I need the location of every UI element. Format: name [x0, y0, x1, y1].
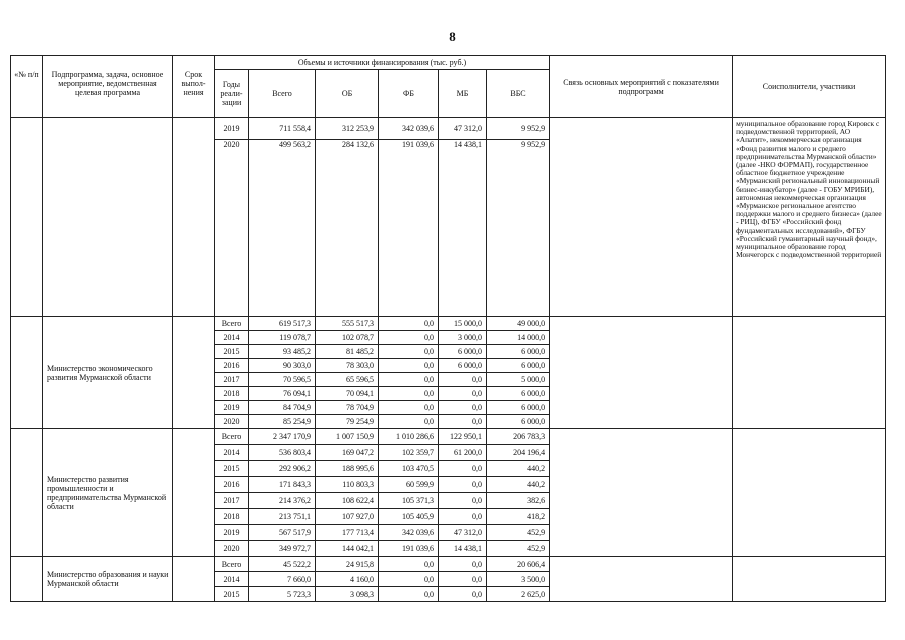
num-cell [11, 557, 43, 602]
year-cell: 2016 [215, 359, 249, 373]
year-cell: 2020 [215, 541, 249, 557]
mb-cell: 15 000,0 [439, 317, 487, 331]
year-cell: 2014 [215, 445, 249, 461]
fb-cell: 0,0 [379, 587, 439, 602]
fb-cell: 0,0 [379, 387, 439, 401]
total-cell: 2 347 170,9 [249, 429, 316, 445]
total-cell: 213 751,1 [249, 509, 316, 525]
total-cell: 90 303,0 [249, 359, 316, 373]
fb-cell: 0,0 [379, 345, 439, 359]
ob-cell: 144 042,1 [316, 541, 379, 557]
year-cell: 2020 [215, 415, 249, 429]
vbs-cell: 206 783,3 [487, 429, 550, 445]
year-cell: 2017 [215, 373, 249, 387]
mb-cell: 0,0 [439, 415, 487, 429]
fb-cell: 103 470,5 [379, 461, 439, 477]
fb-cell: 191 039,6 [379, 140, 439, 317]
ob-cell: 81 485,2 [316, 345, 379, 359]
vbs-cell: 6 000,0 [487, 345, 550, 359]
vbs-cell: 382,6 [487, 493, 550, 509]
ob-cell: 107 927,0 [316, 509, 379, 525]
ob-cell: 102 078,7 [316, 331, 379, 345]
mb-cell: 3 000,0 [439, 331, 487, 345]
mb-cell: 0,0 [439, 477, 487, 493]
ob-cell: 65 596,5 [316, 373, 379, 387]
mb-cell: 6 000,0 [439, 345, 487, 359]
year-cell: Всего [215, 557, 249, 572]
program-name: Министерство развития промышленности и предпринимательства Мурманской области [43, 429, 173, 557]
ob-cell: 78 303,0 [316, 359, 379, 373]
ob-cell: 78 704,9 [316, 401, 379, 415]
fb-cell: 342 039,6 [379, 525, 439, 541]
vbs-cell: 6 000,0 [487, 401, 550, 415]
vbs-cell: 452,9 [487, 541, 550, 557]
fb-cell: 0,0 [379, 317, 439, 331]
year-cell: 2014 [215, 331, 249, 345]
fb-cell: 0,0 [379, 401, 439, 415]
mb-cell: 0,0 [439, 461, 487, 477]
mb-cell: 47 312,0 [439, 118, 487, 140]
ob-cell: 24 915,8 [316, 557, 379, 572]
ob-cell: 4 160,0 [316, 572, 379, 587]
funding-table [10, 55, 886, 602]
num-cell [11, 317, 43, 429]
year-cell: 2019 [215, 118, 249, 140]
mb-cell: 0,0 [439, 572, 487, 587]
table-row [11, 118, 886, 140]
link-cell [550, 118, 733, 317]
mb-cell: 61 200,0 [439, 445, 487, 461]
header-link: Связь основных мероприятий с показателями подпрограмм [550, 56, 733, 118]
total-cell: 171 843,3 [249, 477, 316, 493]
ob-cell: 108 622,4 [316, 493, 379, 509]
year-cell: Всего [215, 429, 249, 445]
year-cell: 2015 [215, 461, 249, 477]
fb-cell: 60 599,9 [379, 477, 439, 493]
term-cell [173, 118, 215, 317]
header-mb: МБ [439, 70, 487, 118]
total-cell: 619 517,3 [249, 317, 316, 331]
fb-cell: 191 039,6 [379, 541, 439, 557]
fb-cell: 0,0 [379, 373, 439, 387]
vbs-cell: 6 000,0 [487, 415, 550, 429]
year-cell: 2018 [215, 387, 249, 401]
vbs-cell: 440,2 [487, 477, 550, 493]
program-cell [43, 118, 173, 317]
total-cell: 7 660,0 [249, 572, 316, 587]
mb-cell: 0,0 [439, 493, 487, 509]
table-row [11, 429, 886, 445]
year-cell: 2018 [215, 509, 249, 525]
mb-cell: 0,0 [439, 509, 487, 525]
total-cell: 85 254,9 [249, 415, 316, 429]
vbs-cell: 49 000,0 [487, 317, 550, 331]
mb-cell: 0,0 [439, 557, 487, 572]
term-cell [173, 317, 215, 429]
table-row [11, 317, 886, 331]
year-cell: 2014 [215, 572, 249, 587]
executors-cell [733, 429, 886, 557]
header-num: «№ п/п [11, 56, 43, 118]
total-cell: 5 723,3 [249, 587, 316, 602]
table-row [11, 557, 886, 572]
num-cell [11, 429, 43, 557]
program-name: Министерство образования и науки Мурманской области [43, 557, 173, 602]
mb-cell: 47 312,0 [439, 525, 487, 541]
mb-cell: 0,0 [439, 587, 487, 602]
fb-cell: 105 371,3 [379, 493, 439, 509]
ob-cell: 312 253,9 [316, 118, 379, 140]
year-cell: Всего [215, 317, 249, 331]
fb-cell: 342 039,6 [379, 118, 439, 140]
total-cell: 567 517,9 [249, 525, 316, 541]
executors-cell [733, 557, 886, 602]
vbs-cell: 14 000,0 [487, 331, 550, 345]
participants-text: муниципальное образование город Кировск с подведомственной территорией, АО «Апатит», некоммерческая организация «Фонд развития малого и среднего предпринимательства Мурманской области» (далее -НКО ФОРМАП), государственное областное бюджетное учреждение «Мурманский региональный инновационный бизнес-инкубатор» (далее - ГОБУ МРИБИ), автономная некоммерческая организация «Мурманское региональное агентство поддержки малого и среднего бизнеса» (далее - РИЦ), ФГБУ «Российский фонд фундаментальных исследований», ФГБУ «Российский гуманитарный научный фонд», муниципальное образование город Мончегорск с подведомственной территорией [733, 118, 886, 317]
year-cell: 2020 [215, 140, 249, 317]
fb-cell: 0,0 [379, 331, 439, 345]
year-cell: 2017 [215, 493, 249, 509]
total-cell: 70 596,5 [249, 373, 316, 387]
mb-cell: 0,0 [439, 401, 487, 415]
total-cell: 84 704,9 [249, 401, 316, 415]
link-cell [550, 317, 733, 429]
header-vbs: ВБС [487, 70, 550, 118]
header-ob: ОБ [316, 70, 379, 118]
vbs-cell: 20 606,4 [487, 557, 550, 572]
page-number: 8 [449, 29, 456, 44]
mb-cell: 0,0 [439, 387, 487, 401]
ob-cell: 169 047,2 [316, 445, 379, 461]
ob-cell: 1 007 150,9 [316, 429, 379, 445]
program-name: Министерство экономического развития Мурманской области [43, 317, 173, 429]
vbs-cell: 452,9 [487, 525, 550, 541]
executors-cell [733, 317, 886, 429]
total-cell: 45 522,2 [249, 557, 316, 572]
term-cell [173, 429, 215, 557]
vbs-cell: 418,2 [487, 509, 550, 525]
fb-cell: 0,0 [379, 415, 439, 429]
link-cell [550, 557, 733, 602]
fb-cell: 0,0 [379, 572, 439, 587]
total-cell: 93 485,2 [249, 345, 316, 359]
header-program: Подпрограмма, задача, основное мероприятие, ведомственная целевая программа [43, 56, 173, 118]
vbs-cell: 9 952,9 [487, 118, 550, 140]
year-cell: 2019 [215, 525, 249, 541]
mb-cell: 122 950,1 [439, 429, 487, 445]
header-term: Срок выпол-нения [173, 56, 215, 118]
ob-cell: 110 803,3 [316, 477, 379, 493]
year-cell: 2015 [215, 587, 249, 602]
header-funding: Объемы и источники финансирования (тыс. руб.) [215, 56, 550, 70]
header-total: Всего [249, 70, 316, 118]
ob-cell: 3 098,3 [316, 587, 379, 602]
mb-cell: 14 438,1 [439, 541, 487, 557]
ob-cell: 70 094,1 [316, 387, 379, 401]
year-cell: 2019 [215, 401, 249, 415]
vbs-cell: 2 625,0 [487, 587, 550, 602]
vbs-cell: 5 000,0 [487, 373, 550, 387]
total-cell: 292 906,2 [249, 461, 316, 477]
year-cell: 2016 [215, 477, 249, 493]
ob-cell: 284 132,6 [316, 140, 379, 317]
mb-cell: 6 000,0 [439, 359, 487, 373]
vbs-cell: 204 196,4 [487, 445, 550, 461]
header-years: Годы реали-зации [215, 70, 249, 118]
vbs-cell: 6 000,0 [487, 359, 550, 373]
total-cell: 536 803,4 [249, 445, 316, 461]
vbs-cell: 9 952,9 [487, 140, 550, 317]
year-cell: 2015 [215, 345, 249, 359]
vbs-cell: 3 500,0 [487, 572, 550, 587]
ob-cell: 555 517,3 [316, 317, 379, 331]
ob-cell: 177 713,4 [316, 525, 379, 541]
ob-cell: 188 995,6 [316, 461, 379, 477]
total-cell: 499 563,2 [249, 140, 316, 317]
vbs-cell: 440,2 [487, 461, 550, 477]
link-cell [550, 429, 733, 557]
vbs-cell: 6 000,0 [487, 387, 550, 401]
total-cell: 711 558,4 [249, 118, 316, 140]
fb-cell: 0,0 [379, 359, 439, 373]
total-cell: 349 972,7 [249, 541, 316, 557]
total-cell: 76 094,1 [249, 387, 316, 401]
fb-cell: 102 359,7 [379, 445, 439, 461]
header-executors: Соисполнители, участники [733, 56, 886, 118]
fb-cell: 105 405,9 [379, 509, 439, 525]
term-cell [173, 557, 215, 602]
total-cell: 119 078,7 [249, 331, 316, 345]
fb-cell: 0,0 [379, 557, 439, 572]
num-cell [11, 118, 43, 317]
fb-cell: 1 010 286,6 [379, 429, 439, 445]
mb-cell: 0,0 [439, 373, 487, 387]
header-fb: ФБ [379, 70, 439, 118]
ob-cell: 79 254,9 [316, 415, 379, 429]
mb-cell: 14 438,1 [439, 140, 487, 317]
total-cell: 214 376,2 [249, 493, 316, 509]
